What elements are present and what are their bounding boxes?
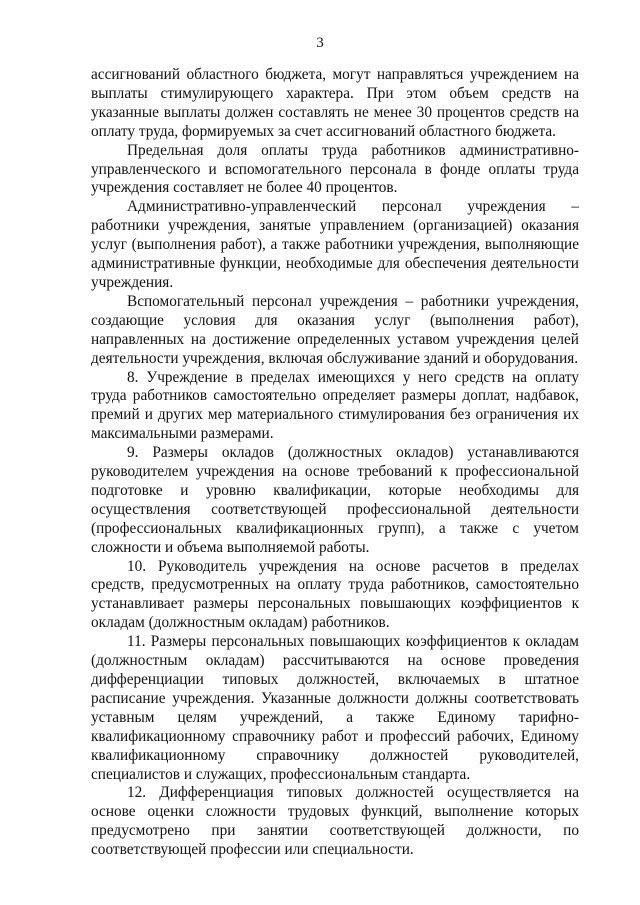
paragraph-wage-share-limit: Предельная доля оплаты труда работников административно-управленческого и вспомогательного персонала в фонде оплаты труда учреждения составляет не более 40 процентов. [91, 141, 579, 197]
document-body [91, 66, 579, 860]
paragraph-item-9: 9. Размеры окладов (должностных окладов) устанавливаются руководителем учреждения на основе требований к профессиональной подготовке и уровню квалификации, которые необходимы для осуществления соответствующей профессиональной деятельности (профессиональных квалификационных групп), а также с учетом сложности и объема выполняемой работы. [91, 444, 579, 556]
paragraph-item-8: 8. Учреждение в пределах имеющихся у него средств на оплату труда работников самостоятельно определяет размеры доплат, надбавок, премий и других мер материального стимулирования без ограничения их максимальными размерами. [91, 368, 579, 443]
paragraph-continuation: ассигнований областного бюджета, могут направляться учреждением на выплаты стимулирующего характера. При этом объем средств на указанные выплаты должен составлять не менее 30 процентов средств на оплату труда, формируемых за счет ассигнований областного бюджета. [91, 66, 579, 140]
paragraph-item-11: 11. Размеры персональных повышающих коэффициентов к окладам (должностным окладам) рассчитываются на основе проведения дифференциации типовых должностей, включаемых в штатное расписание учреждения. Указанные должности должны соответствовать уставным целям учреждений, а также Единому тарифно-квалификационному справочнику работ и профессий рабочих, Единому квалификационному справочнику должностей руководителей, специалистов и служащих, профессиональным стандарта. [91, 633, 579, 783]
paragraph-item-10: 10. Руководитель учреждения на основе расчетов в пределах средств, предусмотренных на оплату труда работников, самостоятельно устанавливает размеры персональных повышающих коэффициентов к окладам (должностным окладам) работников. [91, 557, 579, 632]
page-number: 3 [316, 35, 324, 51]
paragraph-item-12: 12. Дифференциация типовых должностей осуществляется на основе оценки сложности трудовых функций, выполнение которых предусмотрено при занятии соответствующей должности, по соответствующей профессии или специальности. [91, 784, 579, 859]
paragraph-admin-staff-definition: Административно-управленческий персонал учреждения – работники учреждения, занятые управлением (организацией) оказания услуг (выполнения работ), а также работники учреждения, выполняющие административные функции, необходимые для обеспечения деятельности учреждения. [91, 198, 579, 291]
paragraph-support-staff-definition: Вспомогательный персонал учреждения – работники учреждения, создающие условия для оказания услуг (выполнения работ), направленных на достижение определенных уставом учреждения целей деятельности учреждения, включая обслуживание зданий и оборудования. [91, 292, 579, 367]
